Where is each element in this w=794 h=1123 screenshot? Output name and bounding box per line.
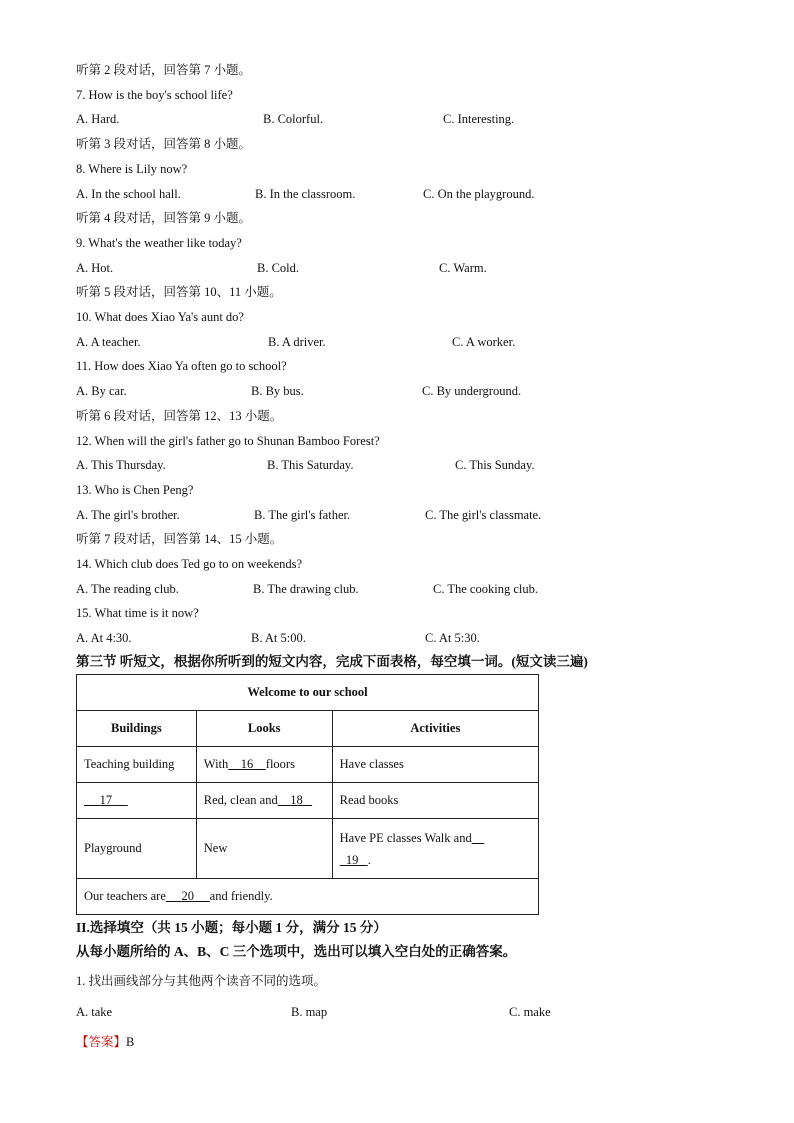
q12-option-a: A. This Thursday.	[76, 458, 166, 472]
activity-text: Have PE classes Walk and	[339, 830, 472, 845]
blank-19-lead[interactable]	[472, 831, 485, 845]
q14-option-a: A. The reading club.	[76, 582, 179, 596]
q12-option-b: B. This Saturday.	[267, 458, 354, 472]
footer-text: Our teachers are	[84, 889, 166, 903]
section-4-instruction: 听第 4 段对话，回答第 9 小题。	[76, 211, 252, 225]
activity-text: .	[367, 852, 371, 867]
cell-footer	[77, 879, 539, 915]
section-3-instruction: 听第 3 段对话，回答第 8 小题。	[76, 137, 252, 151]
answer-line	[76, 1034, 134, 1050]
cell-building: Playground	[77, 819, 197, 879]
blank-20[interactable]	[166, 889, 210, 903]
question-9: 9. What's the weather like today?	[76, 236, 242, 250]
blank-16[interactable]	[228, 757, 266, 771]
part3-heading: 第三节 听短文，根据你所听到的短文内容，完成下面表格，每空填一词。(短文读三遍)	[76, 654, 588, 669]
part2-title: II.选择填空（共 15 小题；每小题 1 分，满分 15 分）	[76, 920, 387, 935]
p2q1-option-a: A. take	[76, 1005, 113, 1019]
cell-activity	[332, 819, 538, 879]
section-2-instruction: 听第 2 段对话，回答第 7 小题。	[76, 63, 252, 77]
cell-activity: Have classes	[332, 747, 538, 783]
q15-option-a: A. At 4:30.	[76, 631, 132, 645]
q10-option-a: A. A teacher.	[76, 335, 141, 349]
cell-looks	[196, 747, 332, 783]
section-5-instruction: 听第 5 段对话，回答第 10、11 小题。	[76, 285, 282, 299]
footer-text: and friendly.	[209, 889, 273, 903]
table-title: Welcome to our school	[77, 675, 539, 711]
q15-option-b: B. At 5:00.	[251, 631, 306, 645]
q8-option-b: B. In the classroom.	[255, 187, 356, 201]
table-footer-row	[77, 879, 539, 915]
q12-option-c: C. This Sunday.	[455, 458, 535, 472]
q9-option-b: B. Cold.	[257, 261, 300, 275]
looks-text: With	[203, 757, 229, 771]
part2-question-1: 1. 找出画线部分与其他两个读音不同的选项。	[76, 974, 327, 988]
question-15: 15. What time is it now?	[76, 606, 199, 620]
cell-building	[77, 783, 197, 819]
school-info-table	[76, 674, 539, 915]
q9-option-a: A. Hot.	[76, 261, 114, 275]
q7-option-a: A. Hard.	[76, 112, 120, 126]
question-14: 14. Which club does Ted go to on weekends?	[76, 557, 303, 571]
header-buildings: Buildings	[77, 711, 197, 747]
table-row	[77, 783, 539, 819]
looks-text: Red, clean and	[203, 793, 278, 807]
question-12: 12. When will the girl's father go to Shunan Bamboo Forest?	[76, 434, 380, 448]
header-looks: Looks	[196, 711, 332, 747]
question-8: 8. Where is Lily now?	[76, 162, 188, 176]
cell-looks	[196, 783, 332, 819]
looks-text: floors	[265, 757, 295, 771]
q14-option-c: C. The cooking club.	[433, 582, 538, 596]
q11-option-b: B. By bus.	[251, 384, 304, 398]
question-10: 10. What does Xiao Ya's aunt do?	[76, 310, 244, 324]
blank-number: 16	[240, 757, 254, 771]
question-7: 7. How is the boy's school life?	[76, 88, 233, 102]
part2-instruction: 从每小题所给的 A、B、C 三个选项中，选出可以填入空白处的正确答案。	[76, 944, 517, 959]
blank-number: 19	[345, 852, 359, 867]
section-6-instruction: 听第 6 段对话，回答第 12、13 小题。	[76, 409, 283, 423]
cell-looks: New	[196, 819, 332, 879]
q13-option-a: A. The girl's brother.	[76, 508, 180, 522]
q14-option-b: B. The drawing club.	[253, 582, 359, 596]
q13-option-c: C. The girl's classmate.	[425, 508, 542, 522]
blank-number: 20	[181, 889, 195, 903]
blank-19[interactable]	[340, 853, 368, 867]
q11-option-c: C. By underground.	[422, 384, 522, 398]
blank-17[interactable]	[84, 793, 128, 807]
cell-building: Teaching building	[77, 747, 197, 783]
q7-option-c: C. Interesting.	[443, 112, 515, 126]
q8-option-c: C. On the playground.	[423, 187, 535, 201]
p2q1-option-b: B. map	[291, 1005, 328, 1019]
answer-label: 【答案】	[76, 1035, 127, 1049]
answer-value: B	[126, 1035, 135, 1049]
q13-option-b: B. The girl's father.	[254, 508, 351, 522]
q7-option-b: B. Colorful.	[263, 112, 324, 126]
blank-number: 18	[290, 793, 303, 807]
table-row	[77, 747, 539, 783]
table-row	[77, 819, 539, 879]
blank-18[interactable]	[278, 793, 312, 807]
header-activities: Activities	[332, 711, 538, 747]
cell-activity: Read books	[332, 783, 538, 819]
blank-number: 17	[99, 793, 113, 807]
question-11: 11. How does Xiao Ya often go to school?	[76, 359, 287, 373]
question-13: 13. Who is Chen Peng?	[76, 483, 194, 497]
q10-option-c: C. A worker.	[452, 335, 516, 349]
q10-option-b: B. A driver.	[268, 335, 326, 349]
section-7-instruction: 听第 7 段对话，回答第 14、15 小题。	[76, 532, 283, 546]
q11-option-a: A. By car.	[76, 384, 127, 398]
p2q1-option-c: C. make	[509, 1005, 551, 1019]
q9-option-c: C. Warm.	[439, 261, 487, 275]
q15-option-c: C. At 5:30.	[425, 631, 480, 645]
q8-option-a: A. In the school hall.	[76, 187, 181, 201]
